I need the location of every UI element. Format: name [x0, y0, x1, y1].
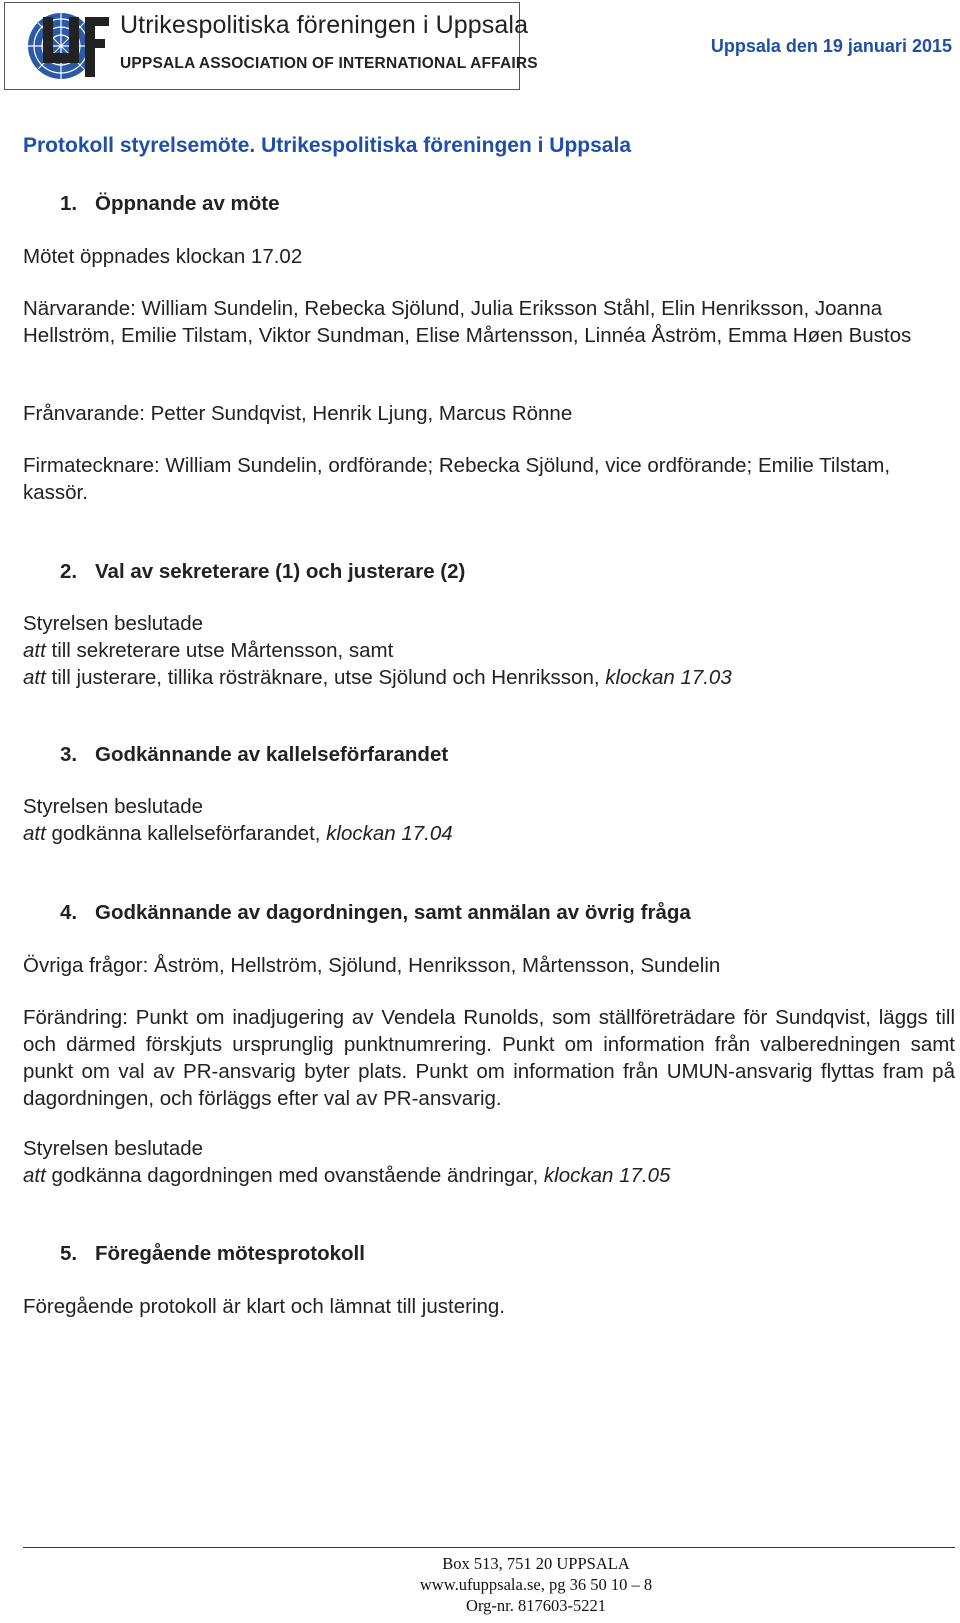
section-title: Godkännande av dagordningen, samt anmälan av övrig fråga [95, 901, 691, 924]
decision-time: klockan 17.03 [605, 666, 732, 689]
decision-text: godkänna dagordningen med ovanstående ändringar, [45, 1164, 544, 1187]
decision-line [23, 664, 955, 691]
header-logo [4, 2, 538, 90]
previous-minutes-text: Föregående protokoll är klart och lämnat till justering. [23, 1295, 505, 1318]
decision-block [23, 1135, 955, 1189]
footer [0, 1553, 960, 1616]
section-title: Godkännande av kallelseförfarandet [95, 743, 449, 766]
footer-divider [23, 1547, 955, 1548]
att-word: att [23, 639, 46, 662]
section-2-heading [60, 560, 465, 584]
att-word: att [23, 1164, 46, 1187]
document-title: Protokoll styrelsemöte. Utrikespolitiska föreningen i Uppsala [23, 134, 631, 157]
document-date: Uppsala den 19 januari 2015 [710, 36, 952, 56]
attendees-present: Närvarande: William Sundelin, Rebecka Sjölund, Julia Eriksson Ståhl, Elin Henriksson, Joanna Hellström, Emilie Tilstam, Viktor Sundman, Elise Mårtensson, Linnéa Åström, Emma Høen Bustos [23, 297, 912, 347]
section-number: 4. [60, 901, 78, 924]
decision-line [23, 1162, 955, 1189]
section-title: Föregående mötesprotokoll [95, 1242, 365, 1265]
agenda-change-text: Förändring: Punkt om inadjugering av Vendela Runolds, som ställföreträdare för Sundqvist, läggs till och därmed förskjuts ursprunglig punktnumrering. Punkt om information från valberedningen samt punkt om val av PR-ansvarig byter plats. Punkt om information från UMUN-ansvarig flyttas fram på dagordningen, och förläggs efter val av PR-ansvarig. [23, 1006, 955, 1110]
decision-block [23, 793, 955, 847]
section-number: 3. [60, 743, 78, 766]
footer-address: Box 513, 751 20 UPPSALA [442, 1554, 630, 1573]
section-3-heading [60, 743, 448, 767]
section-title: Val av sekreterare (1) och justerare (2) [95, 560, 466, 583]
section-number: 2. [60, 560, 78, 583]
decision-line [23, 820, 955, 847]
decision-time: klockan 17.05 [543, 1164, 671, 1187]
org-name-swedish: Utrikespolitiska föreningen i Uppsala [120, 11, 529, 39]
section-5-heading [60, 1242, 365, 1266]
decision-block [23, 610, 955, 691]
footer-org-nr: Org-nr. 817603-5221 [466, 1596, 606, 1615]
ufu-logo-icon [21, 9, 111, 83]
decision-intro: Styrelsen beslutade [23, 795, 204, 818]
section-number: 1. [60, 192, 78, 215]
section-1-heading [60, 192, 280, 216]
decision-line [23, 637, 955, 664]
decision-text: till justerare, tillika rösträknare, utse Sjölund och Henriksson, [45, 666, 606, 689]
att-word: att [23, 822, 46, 845]
decision-intro: Styrelsen beslutade [23, 1137, 204, 1160]
section-number: 5. [60, 1242, 78, 1265]
meeting-opened-text: Mötet öppnades klockan 17.02 [23, 245, 303, 268]
footer-web-phone: www.ufuppsala.se, pg 36 50 10 – 8 [419, 1575, 653, 1594]
decision-time: klockan 17.04 [326, 822, 453, 845]
decision-text: godkänna kallelseförfarandet, [45, 822, 327, 845]
attendees-absent: Frånvarande: Petter Sundqvist, Henrik Ljung, Marcus Rönne [23, 402, 573, 425]
att-word: att [23, 666, 46, 689]
decision-text: till sekreterare utse Mårtensson, samt [45, 639, 394, 662]
other-questions-text: Övriga frågor: Åström, Hellström, Sjölund, Henriksson, Mårtensson, Sundelin [23, 954, 721, 977]
signatories-text: Firmatecknare: William Sundelin, ordförande; Rebecka Sjölund, vice ordförande; Emilie Tilstam, kassör. [23, 454, 891, 504]
decision-intro: Styrelsen beslutade [23, 612, 204, 635]
org-name-english: UPPSALA ASSOCIATION OF INTERNATIONAL AFFAIRS [120, 55, 538, 72]
section-4-heading [60, 901, 691, 925]
section-title: Öppnande av möte [95, 192, 280, 215]
